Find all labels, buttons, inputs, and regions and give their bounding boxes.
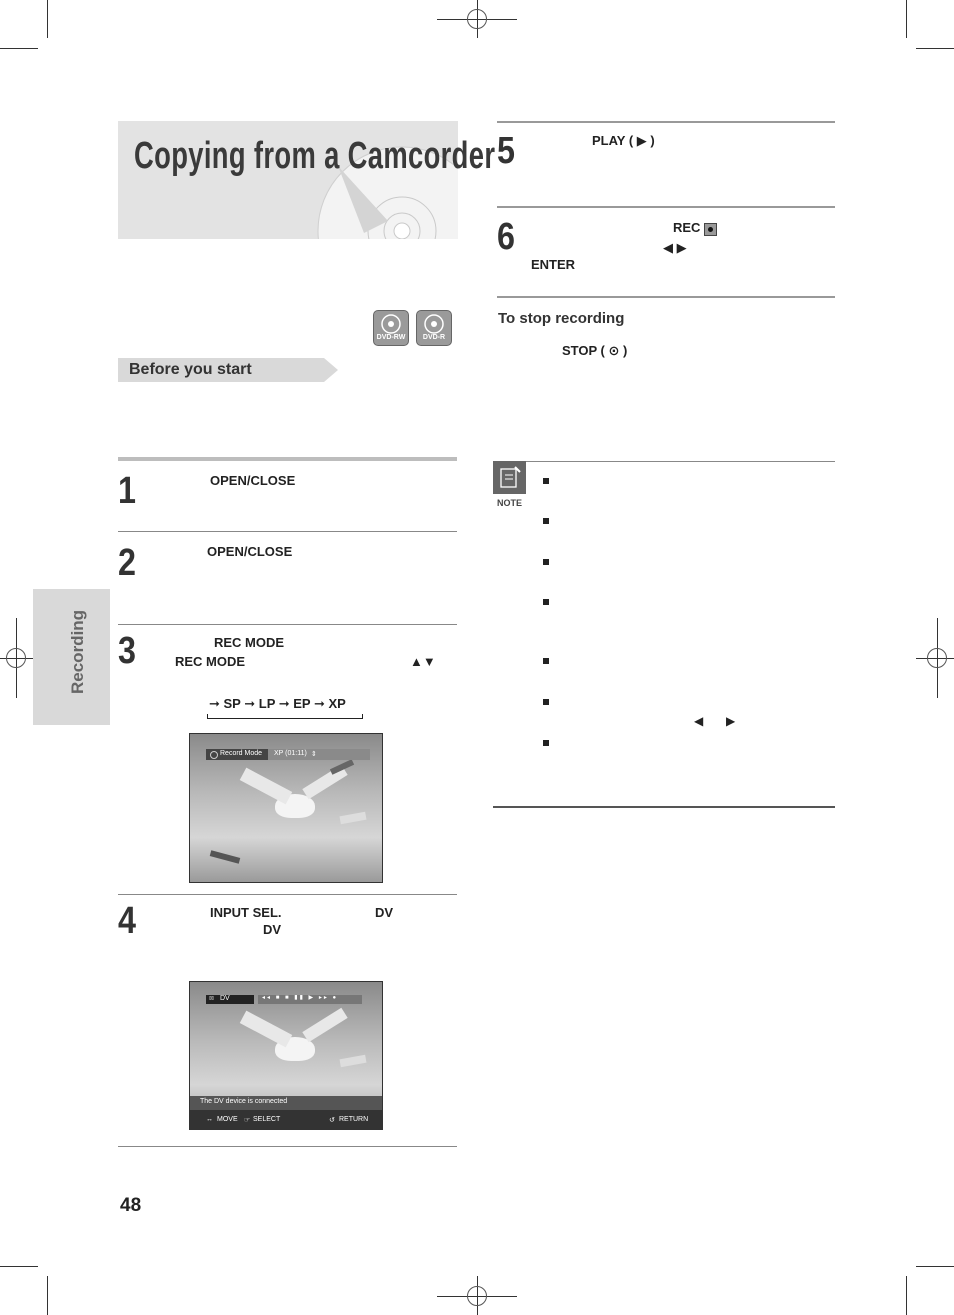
transport-icons: ◂◂ ■ ■ ▮▮ ▶ ▸▸ ● xyxy=(262,995,339,1001)
crop-mark xyxy=(0,1266,38,1267)
key-label: INPUT SEL. xyxy=(210,905,282,920)
key-label: OPEN/CLOSE xyxy=(207,544,293,559)
step-number: 5 xyxy=(497,130,515,172)
registration-circle-icon xyxy=(927,648,947,668)
divider xyxy=(493,461,835,462)
mode-ep: EP xyxy=(293,696,311,711)
rec-key-label: REC xyxy=(673,220,701,235)
divider xyxy=(118,1146,457,1147)
divider xyxy=(493,806,835,808)
move-hint: MOVE xyxy=(217,1116,238,1123)
osd-record-mode-value: XP (01:11) xyxy=(274,750,307,757)
note-bullet xyxy=(543,559,549,565)
stop-heading: To stop recording xyxy=(498,310,625,327)
note-bullet xyxy=(543,658,549,664)
side-tab-label: Recording xyxy=(68,609,87,694)
section-rule xyxy=(118,457,457,461)
return-hint: RETURN xyxy=(339,1116,369,1123)
crop-mark xyxy=(906,1276,907,1315)
record-mode-screen xyxy=(189,733,383,883)
key-label: DV xyxy=(375,905,394,920)
note-bullet xyxy=(543,740,549,746)
divider xyxy=(118,531,457,532)
dv-icon: ⊠ xyxy=(209,996,215,1002)
select-hint: SELECT xyxy=(253,1116,281,1123)
move-icon: ↔ xyxy=(206,1116,213,1123)
mode-sequence: ➞ SP ➞ LP ➞ EP ➞ XP xyxy=(209,696,346,711)
step-number: 3 xyxy=(118,630,136,672)
return-icon: ↺ xyxy=(329,1117,335,1124)
osd-source: DV xyxy=(220,995,230,1002)
dvd-r-icon: DVD-R xyxy=(416,310,452,346)
enter-key-label: ENTER xyxy=(531,257,576,272)
dv-input-screen xyxy=(189,981,383,1130)
registration-circle-icon xyxy=(6,648,26,668)
left-arrow-icon: ◀ xyxy=(694,714,704,728)
note-bullet xyxy=(543,518,549,524)
play-key-label: PLAY ( ▶ ) xyxy=(592,133,655,148)
divider xyxy=(118,894,457,895)
dv-status-text: The DV device is connected xyxy=(200,1098,288,1105)
up-down-arrow-icon: ▲▼ xyxy=(410,654,436,669)
left-right-arrow-icon: ◀ ▶ xyxy=(663,240,687,255)
step-number: 4 xyxy=(118,900,136,942)
record-icon xyxy=(210,751,218,759)
page-number: 48 xyxy=(120,1195,142,1216)
key-label: OPEN/CLOSE xyxy=(210,473,296,488)
note-label: NOTE xyxy=(497,498,523,508)
key-label: DV xyxy=(263,922,282,937)
mode-xp: XP xyxy=(328,696,346,711)
osd-record-mode-label: Record Mode xyxy=(220,750,263,757)
note-bullet xyxy=(543,478,549,484)
crop-mark xyxy=(906,0,907,38)
crop-mark xyxy=(0,48,38,49)
divider xyxy=(497,206,835,208)
note-bullet xyxy=(543,699,549,705)
divider xyxy=(497,296,835,298)
rec-button-icon xyxy=(704,223,717,236)
key-label: REC MODE xyxy=(214,635,285,650)
right-arrow-icon: ▶ xyxy=(726,714,736,728)
key-label: REC MODE xyxy=(175,654,246,669)
up-down-icon: ⇕ xyxy=(311,751,317,758)
dvd-rw-icon: DVD-RW xyxy=(373,310,409,346)
step-number: 1 xyxy=(118,470,136,512)
crop-mark xyxy=(47,1276,48,1315)
crop-mark xyxy=(47,0,48,38)
crop-mark xyxy=(916,48,954,49)
page-title: Copying from a Camcorder xyxy=(134,135,496,177)
step-number: 6 xyxy=(497,216,515,258)
divider xyxy=(118,624,457,625)
step-number: 2 xyxy=(118,542,136,584)
select-icon: ☞ xyxy=(244,1117,251,1124)
stop-key-label: STOP ( ⊙ ) xyxy=(562,343,628,358)
before-you-start-heading: Before you start xyxy=(129,361,252,378)
crop-mark xyxy=(916,1266,954,1267)
mode-lp: LP xyxy=(258,696,276,711)
mode-sp: SP xyxy=(223,696,241,711)
registration-circle-icon xyxy=(467,1286,487,1306)
registration-circle-icon xyxy=(467,9,487,29)
note-icon xyxy=(493,461,526,494)
note-bullet xyxy=(543,599,549,605)
divider xyxy=(497,121,835,123)
